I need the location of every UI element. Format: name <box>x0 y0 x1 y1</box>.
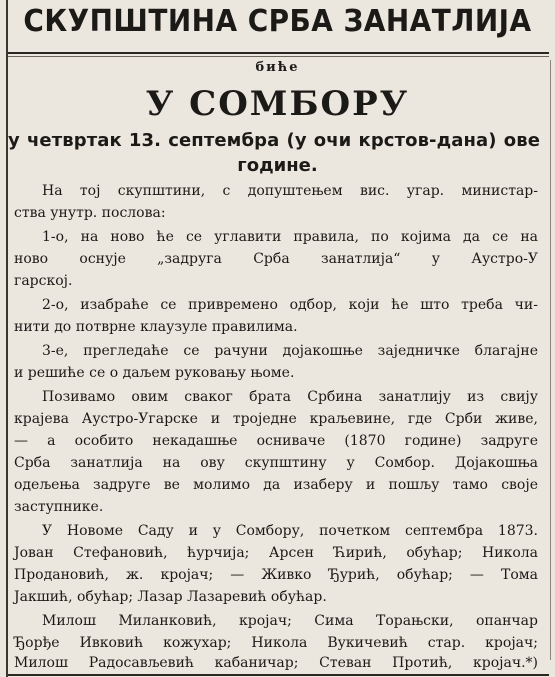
signature-place-date: У Новоме Саду и у Сомбору, почетком септембра 1873. <box>42 523 538 539</box>
item1-line-1: 1-о, на ново ће се углавити правила, по којима да се на <box>42 229 538 245</box>
signature-line-3: Јакшић, обућар; Лазар Лазаревић обућар. <box>14 589 327 605</box>
item1-line-3: гарској. <box>14 273 73 289</box>
intro-line-2: ства унутр. послова: <box>14 205 166 221</box>
item3-line-1: 3-е, прегледаће се рачуни дојакошње заједничке благајне <box>42 343 538 359</box>
signature-line-5: Ђорђе Ивковић кожухар; Никола Вукичевић стар. кројач; <box>14 635 538 651</box>
subtitle-will-be: биће <box>255 60 300 75</box>
title-rule <box>8 52 549 54</box>
call-line-3: — а особито некадашње осниваче (1870 године) задруге <box>14 433 538 449</box>
call-line-5: одељења задруге ве молимо да изаберу и пошљу тамо своје <box>14 477 538 493</box>
right-margin-rule <box>550 60 551 660</box>
item2-line-1: 2-о, изабраће се привремено одбор, који ће што треба чи- <box>42 297 538 313</box>
call-line-2: крајева Аустро-Угарске и троједне краљевине, где Срби живе, <box>14 411 538 427</box>
announcement-header <box>0 0 555 60</box>
call-line-6: заступнике. <box>14 499 104 515</box>
intro-line-1: На тој скупштини, с допуштењем вис. угар. министар- <box>42 183 538 199</box>
signature-line-4: Милош Миланковић, кројач; Сима Торањски, опанчар <box>42 613 538 629</box>
title-rule-thin <box>8 56 549 57</box>
city-heading: У СОМБОРУ <box>145 84 410 124</box>
page-title: СКУПШТИНА СРБА ЗАНАТЛИЈА <box>23 4 532 39</box>
call-line-4: Срба занатлија на ову скупштину у Сомбор. Дојакошња <box>14 455 538 471</box>
item3-line-2: и решиће се о даљем руковању њоме. <box>14 365 295 381</box>
item1-line-2: ново оснује „задруга Срба занатлија“ у Аустро-У <box>14 251 538 267</box>
signature-line-6: Милош Радосављевић кабаничар; Стеван Протић, кројач.*) <box>14 655 538 671</box>
signature-line-2: Продановић, ж. кројач; — Живко Ђурић, обућар; — Тома <box>14 567 538 583</box>
signature-line-1: Јован Стефановић, ћурчија; Арсен Ћирић, обућар; Никола <box>14 545 538 561</box>
date-line-2: године. <box>237 155 318 176</box>
call-line-1: Позивамо овим сваког брата Србина занатлију из свију <box>42 389 538 405</box>
item2-line-2: нити до потврне клаузуле правилима. <box>14 319 298 335</box>
bottom-rule <box>8 674 549 676</box>
date-line-1: у четвртак 13. септембра (у очи крстов-дана) ове <box>8 130 540 151</box>
